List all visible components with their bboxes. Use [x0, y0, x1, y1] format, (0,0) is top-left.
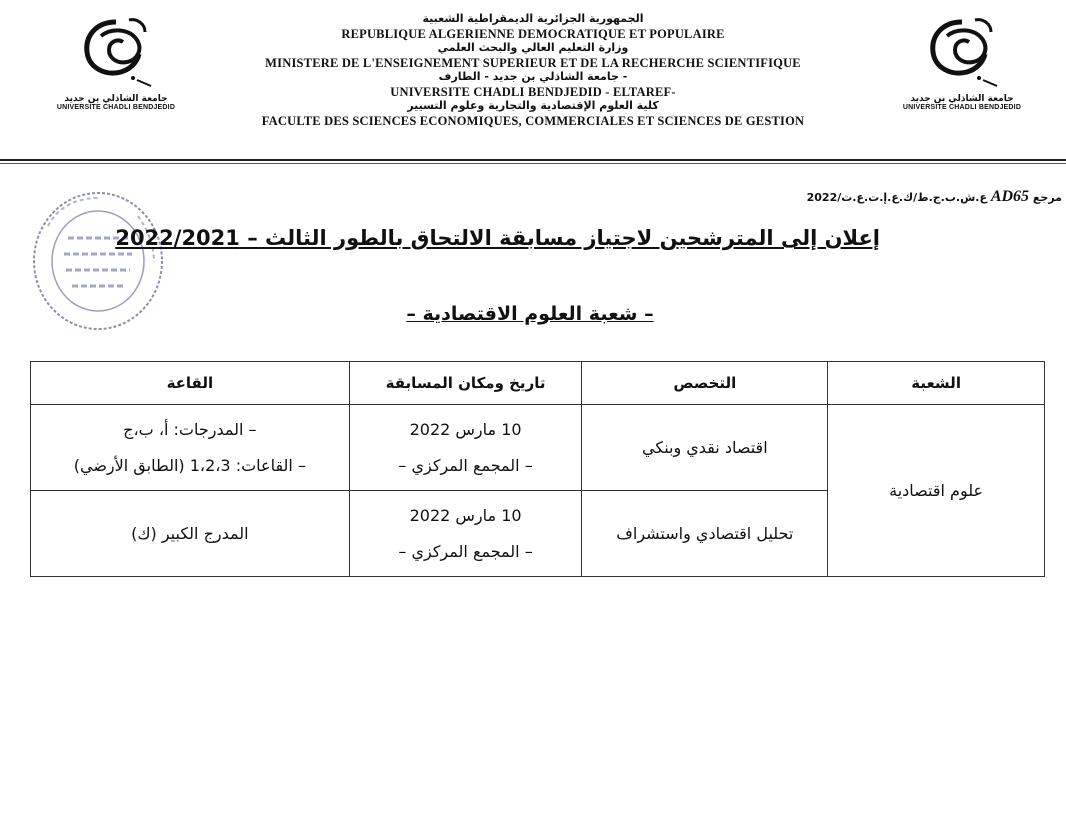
announcement-title: إعلان إلى المترشحين لاجتياز مسابقة الالتحاق بالطور الثالث – 2022/2021: [115, 226, 880, 250]
logo-name-ar: جامعة الشاذلي بن جديد: [910, 94, 1014, 104]
reference-number: [807, 188, 1062, 206]
header-speciality: التخصص: [582, 362, 828, 405]
speciality-cell: تحليل اقتصادي واستشراف: [582, 491, 828, 577]
room-line-1: – المدرجات: أ، ب،ج: [123, 419, 257, 439]
table-row: [31, 405, 1045, 491]
date-text: 10 مارس 2022: [409, 419, 522, 439]
header-line-3: وزارة التعليم العالي والبحث العلمي: [437, 41, 629, 54]
header-divider-thin: [0, 163, 1066, 164]
schedule-table: [30, 361, 1045, 577]
date-text: 10 مارس 2022: [409, 505, 522, 525]
header-line-5: جامعة الشاذلي بن جديد - الطارف -: [438, 70, 628, 83]
header-line-6: UNIVERSITE CHADLI BENDJEDID - ELTAREF-: [390, 84, 676, 99]
header-line-7: كلية العلوم الإقتصادية والتجارية وعلوم التسيير: [407, 99, 659, 112]
header-line-8: FACULTE DES SCIENCES ECONOMIQUES, COMMERCIALES ET SCIENCES DE GESTION: [261, 113, 805, 128]
letterhead: [0, 12, 1066, 128]
place-text: – المجمع المركزي –: [398, 455, 533, 475]
header-branch: الشعبة: [828, 362, 1045, 405]
logo-name-ar: جامعة الشاذلي بن جديد: [64, 94, 168, 104]
room-cell: [31, 405, 350, 491]
room-line-2: – القاعات: 1،2،3 (الطابق الأرضي): [73, 455, 306, 475]
header-divider: [0, 159, 1066, 161]
header-line-4: MINISTERE DE L'ENSEIGNEMENT SUPERIEUR ET DE LA RECHERCHE SCIENTIFIQUE: [265, 55, 801, 70]
branch-subtitle: – شعبة العلوم الاقتصادية –: [406, 303, 654, 325]
faculty-stamp-icon: [28, 186, 168, 336]
speciality-cell: اقتصاد نقدي وبنكي: [582, 405, 828, 491]
header-line-2: REPUBLIQUE ALGERIENNE DEMOCRATIQUE ET POPULAIRE: [341, 26, 725, 41]
place-text: – المجمع المركزي –: [398, 541, 533, 561]
room-cell: المدرج الكبير (ك): [31, 491, 350, 577]
header-line-1: الجمهورية الجزائرية الديمقراطية الشعبية: [422, 12, 644, 25]
reference-suffix: ع.ش.ب.ج.ط/ك.ع.إ.ت.ع.ت/2022: [806, 191, 987, 204]
table-header-row: [31, 362, 1045, 405]
reference-prefix: مرجع: [1032, 191, 1062, 204]
branch-cell: علوم اقتصادية: [828, 405, 1045, 577]
reference-code: AD65: [990, 188, 1030, 205]
header-date-place: تاريخ ومكان المسابقة: [349, 362, 582, 405]
date-place-cell: [349, 491, 582, 577]
logo-name-fr: UNIVERSITE CHADLI BENDJEDID: [56, 104, 176, 111]
date-place-cell: [349, 405, 582, 491]
header-room: القاعة: [31, 362, 350, 405]
logo-name-fr: UNIVERSITE CHADLI BENDJEDID: [902, 104, 1022, 111]
